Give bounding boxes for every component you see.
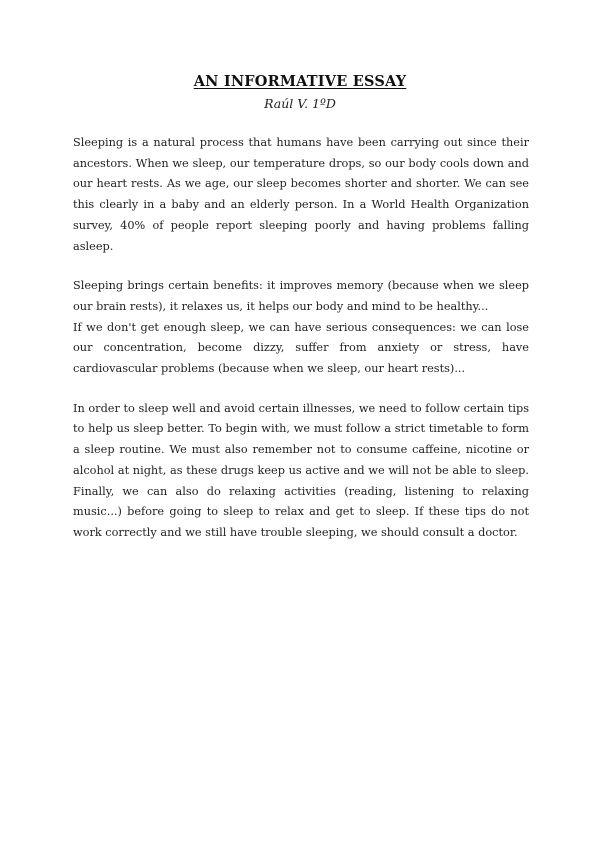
essay-title: AN INFORMATIVE ESSAY (193, 73, 407, 90)
essay-body (73, 133, 529, 563)
paragraph-tips: In order to sleep well and avoid certain illnesses, we need to follow certain tips to help us sleep better. To begin with, we must follow a strict timetable to form a sleep routine. We must also remember not to consume caffeine, nicotine or alcohol at night, as these drugs keep us active and we will not be able to sleep. Finally, we can also do relaxing activities (reading, listening to relaxing music...) before going to sleep to relax and get to sleep. If these tips do not work correctly and we still have trouble sleeping, we should consult a doctor. (73, 401, 529, 539)
paragraph-consequences: If we don't get enough sleep, we can have serious consequences: we can lose our concentration, become dizzy, suffer from anxiety or stress, have cardiovascular problems (because when we sleep, our heart rests)... (73, 320, 529, 376)
paragraph-intro: Sleeping is a natural process that humans have been carrying out since their ancestors. When we sleep, our temperature drops, so our body cools down and our heart rests. As we age, our sleep becomes shorter and shorter. We can see this clearly in a baby and an elderly person. In a World Health Organization survey, 40% of people report sleeping poorly and having problems falling asleep. (73, 136, 529, 253)
paragraph-benefits: Sleeping brings certain benefits: it improves memory (because when we sleep our brain rests), it relaxes us, it helps our body and mind to be healthy... (73, 279, 529, 313)
essay-author: Raúl V. 1ºD (264, 96, 336, 111)
